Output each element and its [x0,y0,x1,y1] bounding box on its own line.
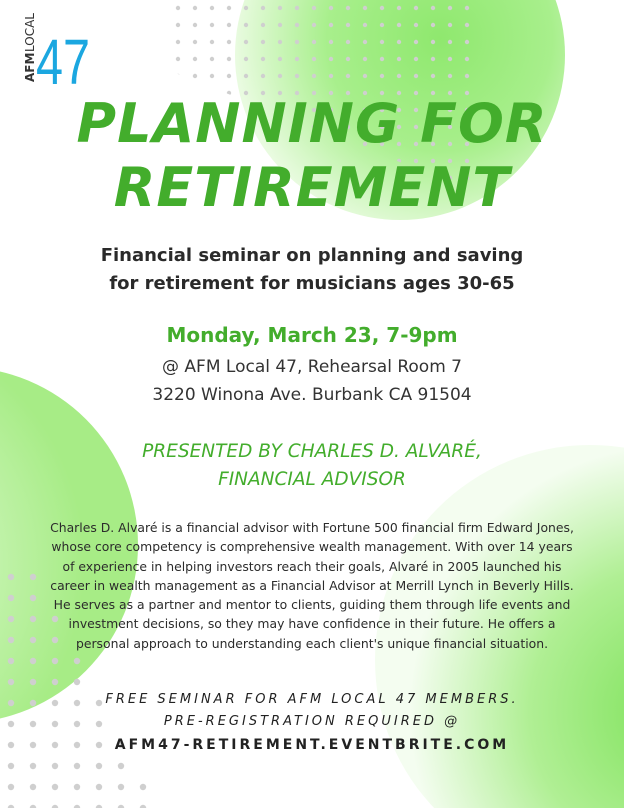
bio-line: He serves as a partner and mentor to clients, guiding them through life events and [53,597,571,613]
footer-registration: PRE-REGISTRATION REQUIRED @ [163,714,461,729]
bio-line: whose core competency is comprehensive wealth management. With over 14 years [51,539,573,555]
bio-line: career in wealth management as a Financial Advisor at Merrill Lynch in Beverly Hills. [50,577,574,593]
title-line-1: PLANNING FOR [76,92,548,155]
title-line-2: RETIREMENT [113,156,511,219]
footer-free-seminar: FREE SEMINAR FOR AFM LOCAL 47 MEMBERS. [105,692,519,707]
subtitle-line-1: Financial seminar on planning and saving [100,245,524,266]
bio-line: of experience in helping investors reach their goals, Alvaré in 2005 launched his [62,558,562,574]
bio-line: Charles D. Alvaré is a financial advisor with Fortune 500 financial firm Edward Jones, [50,520,574,535]
logo-number-text: 47 [36,26,90,98]
logo-afm-text: AFM [23,52,37,82]
bio-line: investment decisions, so they may have confidence in their future. He offers a [68,616,556,632]
afm-local-47-logo [16,13,96,98]
registration-url-link[interactable]: AFM47-RETIREMENT.EVENTBRITE.COM [114,737,510,753]
event-date: Monday, March 23, 7-9pm [166,323,458,347]
event-location-line-1: @ AFM Local 47, Rehearsal Room 7 [162,357,462,377]
presenter-line-2: FINANCIAL ADVISOR [218,469,406,490]
presenter-line-1: PRESENTED BY CHARLES D. ALVARÉ, [142,441,482,462]
event-location-line-2: 3220 Winona Ave. Burbank CA 91504 [152,385,472,405]
subtitle-line-2: for retirement for musicians ages 30-65 [109,273,515,294]
logo-local-text: LOCAL [23,13,37,52]
bio-line: personal approach to understanding each client's unique financial situation. [75,635,549,651]
presenter-bio [36,518,588,653]
